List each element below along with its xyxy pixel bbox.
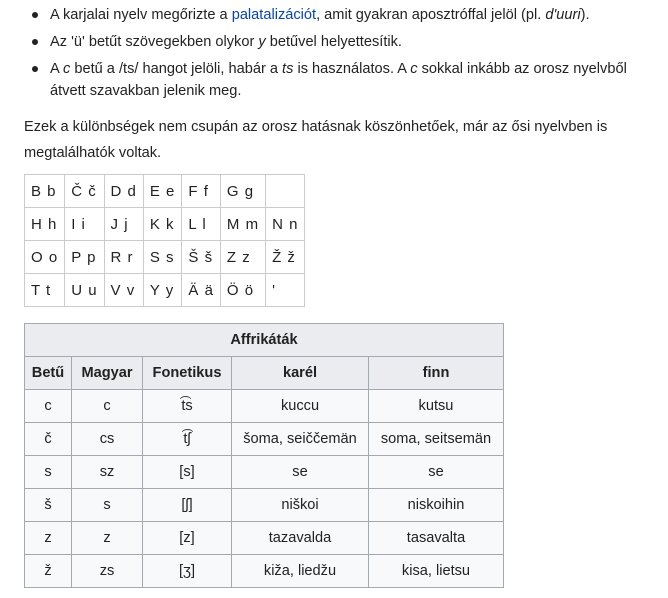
table-cell: [ʒ] <box>143 555 232 588</box>
bullet-item-3 <box>28 58 662 102</box>
table-cell: t͡s <box>143 390 232 423</box>
table-cell: š <box>25 489 72 522</box>
alphabet-cell: L l <box>182 208 221 241</box>
alphabet-cell: P p <box>65 241 104 274</box>
table-cell: c <box>72 390 143 423</box>
bullet-item-2 <box>28 31 668 53</box>
alphabet-cell: Z z <box>220 241 265 274</box>
example-word: d'uuri <box>545 7 581 23</box>
table-cell: t͡ʃ <box>143 423 232 456</box>
table-row <box>25 555 504 588</box>
table-cell: soma, seitsemän <box>369 423 504 456</box>
alphabet-cell: F f <box>182 175 221 208</box>
table-row <box>25 390 504 423</box>
bullet-text: A karjalai nyelv megőrizte a <box>50 7 232 23</box>
letter-y: y <box>258 34 266 50</box>
alphabet-cell: H h <box>25 208 65 241</box>
table-cell: č <box>25 423 72 456</box>
bullet-text: ). <box>580 7 590 23</box>
letters-ts: ts <box>282 61 294 77</box>
column-header: finn <box>369 357 504 390</box>
table-cell: tasavalta <box>369 522 504 555</box>
letter-c: c <box>62 61 71 77</box>
palatalizacio-link[interactable]: palatalizációt <box>231 7 317 23</box>
alphabet-cell <box>266 175 305 208</box>
bullet-item-1 <box>28 4 668 26</box>
table-cell: kuccu <box>232 390 369 423</box>
table-cell: sz <box>72 456 143 489</box>
alphabet-cell: V v <box>104 274 143 307</box>
alphabet-cell: K k <box>143 208 182 241</box>
table-cell: šoma, seiččemän <box>232 423 369 456</box>
bullet-text: Az 'ü' betűt szövegekben olykor <box>50 34 259 50</box>
table-row <box>25 175 305 208</box>
alphabet-cell: Č č <box>65 175 104 208</box>
bullet-text: is használatos. A <box>293 61 411 77</box>
table-row <box>25 274 305 307</box>
bullet-text: , amit gyakran aposztróffal jelöl (pl. <box>316 7 546 23</box>
affrikatak-table <box>24 323 504 588</box>
table-cell: z <box>72 522 143 555</box>
table-cell: niškoi <box>232 489 369 522</box>
alphabet-cell: I i <box>65 208 104 241</box>
alphabet-cell: J j <box>104 208 143 241</box>
alphabet-table <box>24 174 305 307</box>
table-caption-row <box>25 324 504 357</box>
table-row <box>25 241 305 274</box>
bullet-text: betű a /ts/ hangot jelöli, habár a <box>70 61 283 77</box>
alphabet-cell: B b <box>25 175 65 208</box>
table-cell: zs <box>72 555 143 588</box>
table-cell: z <box>25 522 72 555</box>
table-cell: [z] <box>143 522 232 555</box>
bullet-dot <box>32 66 38 72</box>
column-header: karél <box>232 357 369 390</box>
table-header-row <box>25 357 504 390</box>
table-row <box>25 489 504 522</box>
table-cell: niskoihin <box>369 489 504 522</box>
table-cell: [s] <box>143 456 232 489</box>
table-row <box>25 456 504 489</box>
alphabet-cell: Y y <box>143 274 182 307</box>
alphabet-cell: M m <box>220 208 265 241</box>
alphabet-cell: Š š <box>182 241 221 274</box>
table-cell: s <box>25 456 72 489</box>
table-cell: cs <box>72 423 143 456</box>
table-cell: se <box>232 456 369 489</box>
bullet-text: betűvel helyettesítik. <box>265 34 402 50</box>
alphabet-cell: U u <box>65 274 104 307</box>
bullet-dot <box>32 12 38 18</box>
bullet-text: A <box>50 61 63 77</box>
bullet-list <box>28 4 668 107</box>
alphabet-cell: E e <box>143 175 182 208</box>
table-row <box>25 423 504 456</box>
alphabet-cell: N n <box>266 208 305 241</box>
table-row <box>25 522 504 555</box>
column-header: Betű <box>25 357 72 390</box>
table-cell: kiža, liedžu <box>232 555 369 588</box>
alphabet-cell: S s <box>143 241 182 274</box>
alphabet-cell: D d <box>104 175 143 208</box>
table-cell: se <box>369 456 504 489</box>
alphabet-cell: Ž ž <box>266 241 305 274</box>
alphabet-cell: ' <box>266 274 305 307</box>
table-title: Affrikáták <box>25 324 504 357</box>
table-cell: s <box>72 489 143 522</box>
table-cell: tazavalda <box>232 522 369 555</box>
bullet-text: sokkal inkább az orosz nyelvből átvett szavakban jelenik meg. <box>50 61 627 99</box>
alphabet-cell: O o <box>25 241 65 274</box>
alphabet-cell: Ö ö <box>220 274 265 307</box>
alphabet-cell: T t <box>25 274 65 307</box>
letter-c: c <box>410 61 418 77</box>
table-cell: c <box>25 390 72 423</box>
table-cell: kisa, lietsu <box>369 555 504 588</box>
alphabet-cell: Ä ä <box>182 274 221 307</box>
column-header: Magyar <box>72 357 143 390</box>
table-cell: [ʃ] <box>143 489 232 522</box>
table-cell: kutsu <box>369 390 504 423</box>
alphabet-cell: R r <box>104 241 143 274</box>
column-header: Fonetikus <box>143 357 232 390</box>
intro-paragraph: Ezek a különbségek nem csupán az orosz hatásnak köszönhetőek, már az ősi nyelvben is megtalálhatók voltak. <box>24 119 608 161</box>
table-row <box>25 208 305 241</box>
bullet-dot <box>32 39 38 45</box>
alphabet-cell: G g <box>220 175 265 208</box>
table-cell: ž <box>25 555 72 588</box>
